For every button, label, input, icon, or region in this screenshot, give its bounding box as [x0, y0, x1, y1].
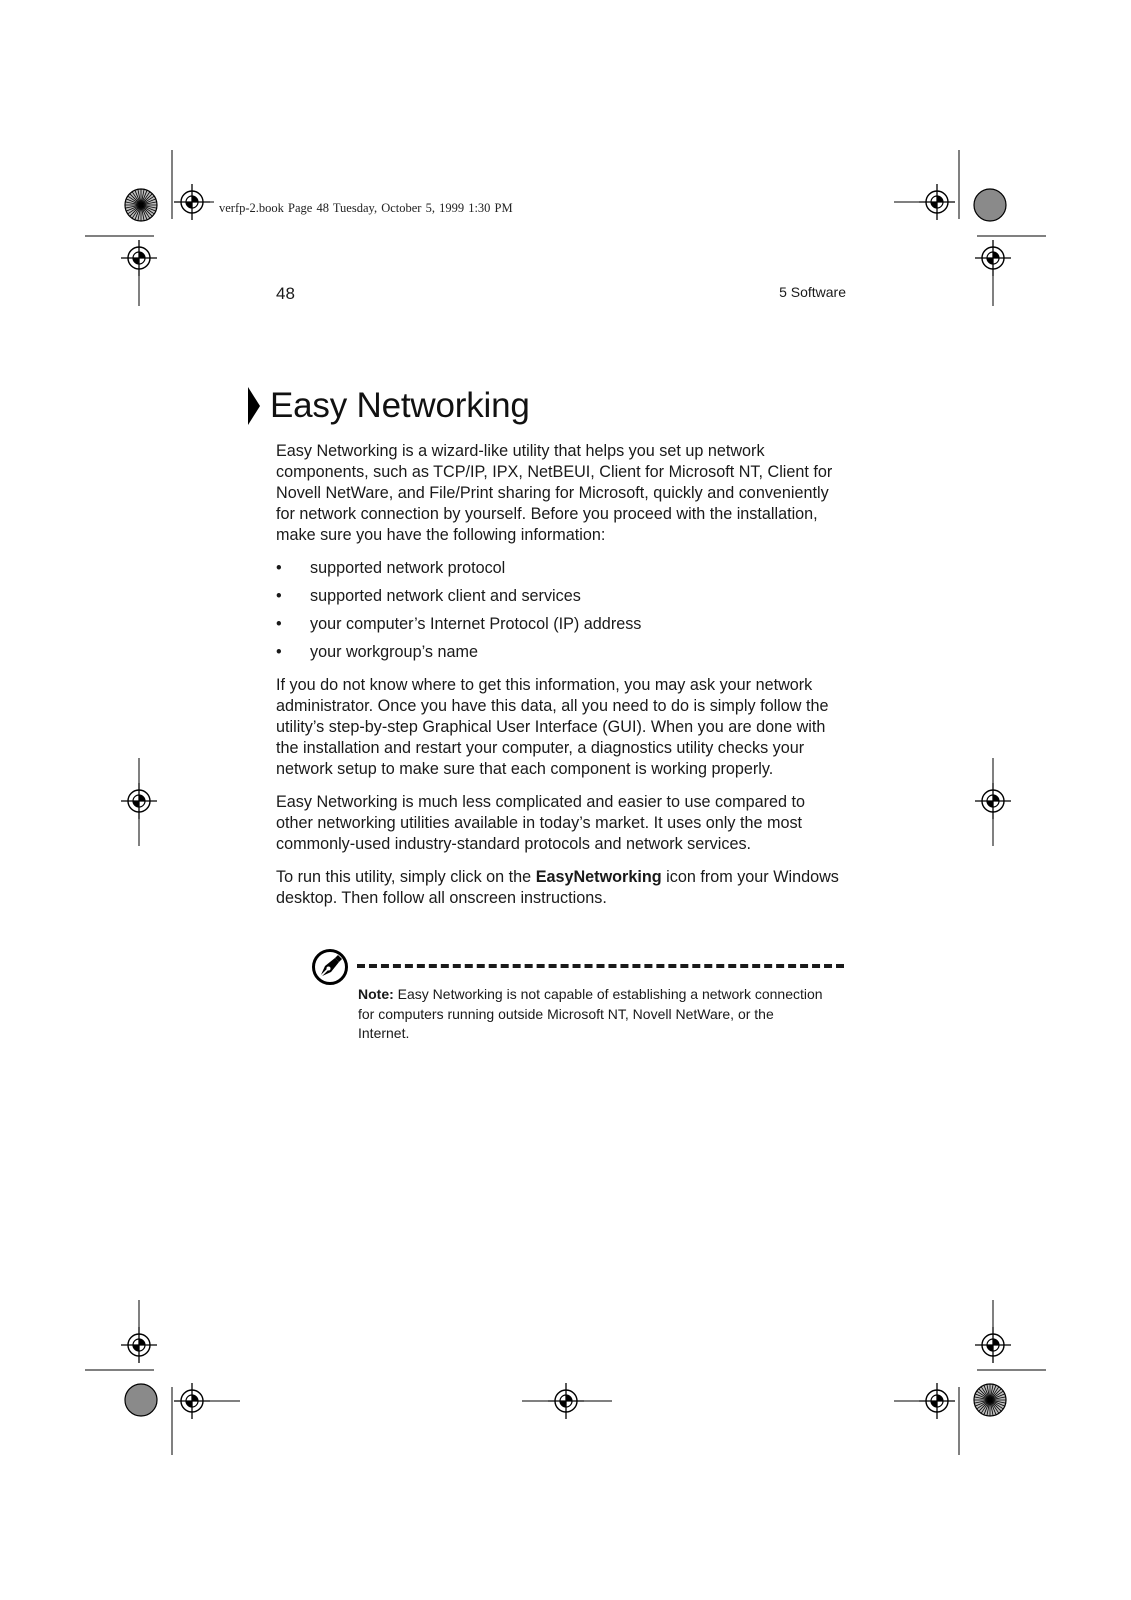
list-item [276, 586, 846, 607]
running-header-section: 5 Software [779, 284, 846, 300]
bullet-marker: • [276, 615, 282, 633]
page-number: 48 [276, 284, 295, 303]
body-text [276, 441, 846, 921]
note-text: Easy Networking is not capable of establishing a network connection for computers running outside Microsoft NT, Novell NetWare, or the Internet. [358, 986, 823, 1041]
run-text-before: To run this utility, simply click on the [276, 868, 536, 886]
easynetworking-term: EasyNetworking [535, 868, 662, 886]
run-paragraph [276, 867, 846, 909]
bullet-marker: • [276, 559, 282, 577]
book-slug-line: verfp-2.book Page 48 Tuesday, October 5, 1999 1:30 PM [219, 201, 513, 215]
page-title: Easy Networking [270, 386, 530, 425]
bullet-list [276, 558, 846, 663]
list-item [276, 642, 846, 663]
heading-block [247, 386, 530, 426]
list-item [276, 558, 846, 579]
compare-paragraph: Easy Networking is much less complicated and easier to use compared to other networking utilities available in today’s market. It uses only the most commonly-used industry-standard protocols and network services. [276, 793, 806, 853]
note-divider [357, 964, 844, 968]
note-pen-icon [311, 948, 349, 986]
intro-paragraph: Easy Networking is a wizard-like utility that helps you set up network components, such as TCP/IP, IPX, NetBEUI, Client for Microsoft NT, Client for Novell NetWare, and File/Print sharing for Microsoft, quickly and conveniently for network connection by yourself. Before you proceed with the installation, make sure you have the following information: [276, 442, 833, 544]
note-label: Note: [358, 986, 394, 1002]
bullet-text: supported network protocol [310, 559, 506, 577]
bullet-text: your workgroup’s name [310, 643, 478, 661]
run-text-after: icon from your Windows desktop. Then follow all onscreen instructions. [276, 868, 839, 907]
bullet-marker: • [276, 587, 282, 605]
bullet-text: supported network client and services [310, 587, 581, 605]
bullet-marker: • [276, 643, 282, 661]
heading-arrow-icon [247, 387, 261, 425]
list-item [276, 614, 846, 635]
bullet-text: your computer’s Internet Protocol (IP) address [310, 615, 642, 633]
info-paragraph: If you do not know where to get this information, you may ask your network administrator. Once you have this data, all you need to do is simply follow the utility’s step-by-step Graphical User Interface (GUI). When you are done with the installation and restart your computer, a diagnostics utility checks your network setup to make sure that each component is working properly. [276, 676, 829, 778]
note-box [358, 985, 828, 1044]
